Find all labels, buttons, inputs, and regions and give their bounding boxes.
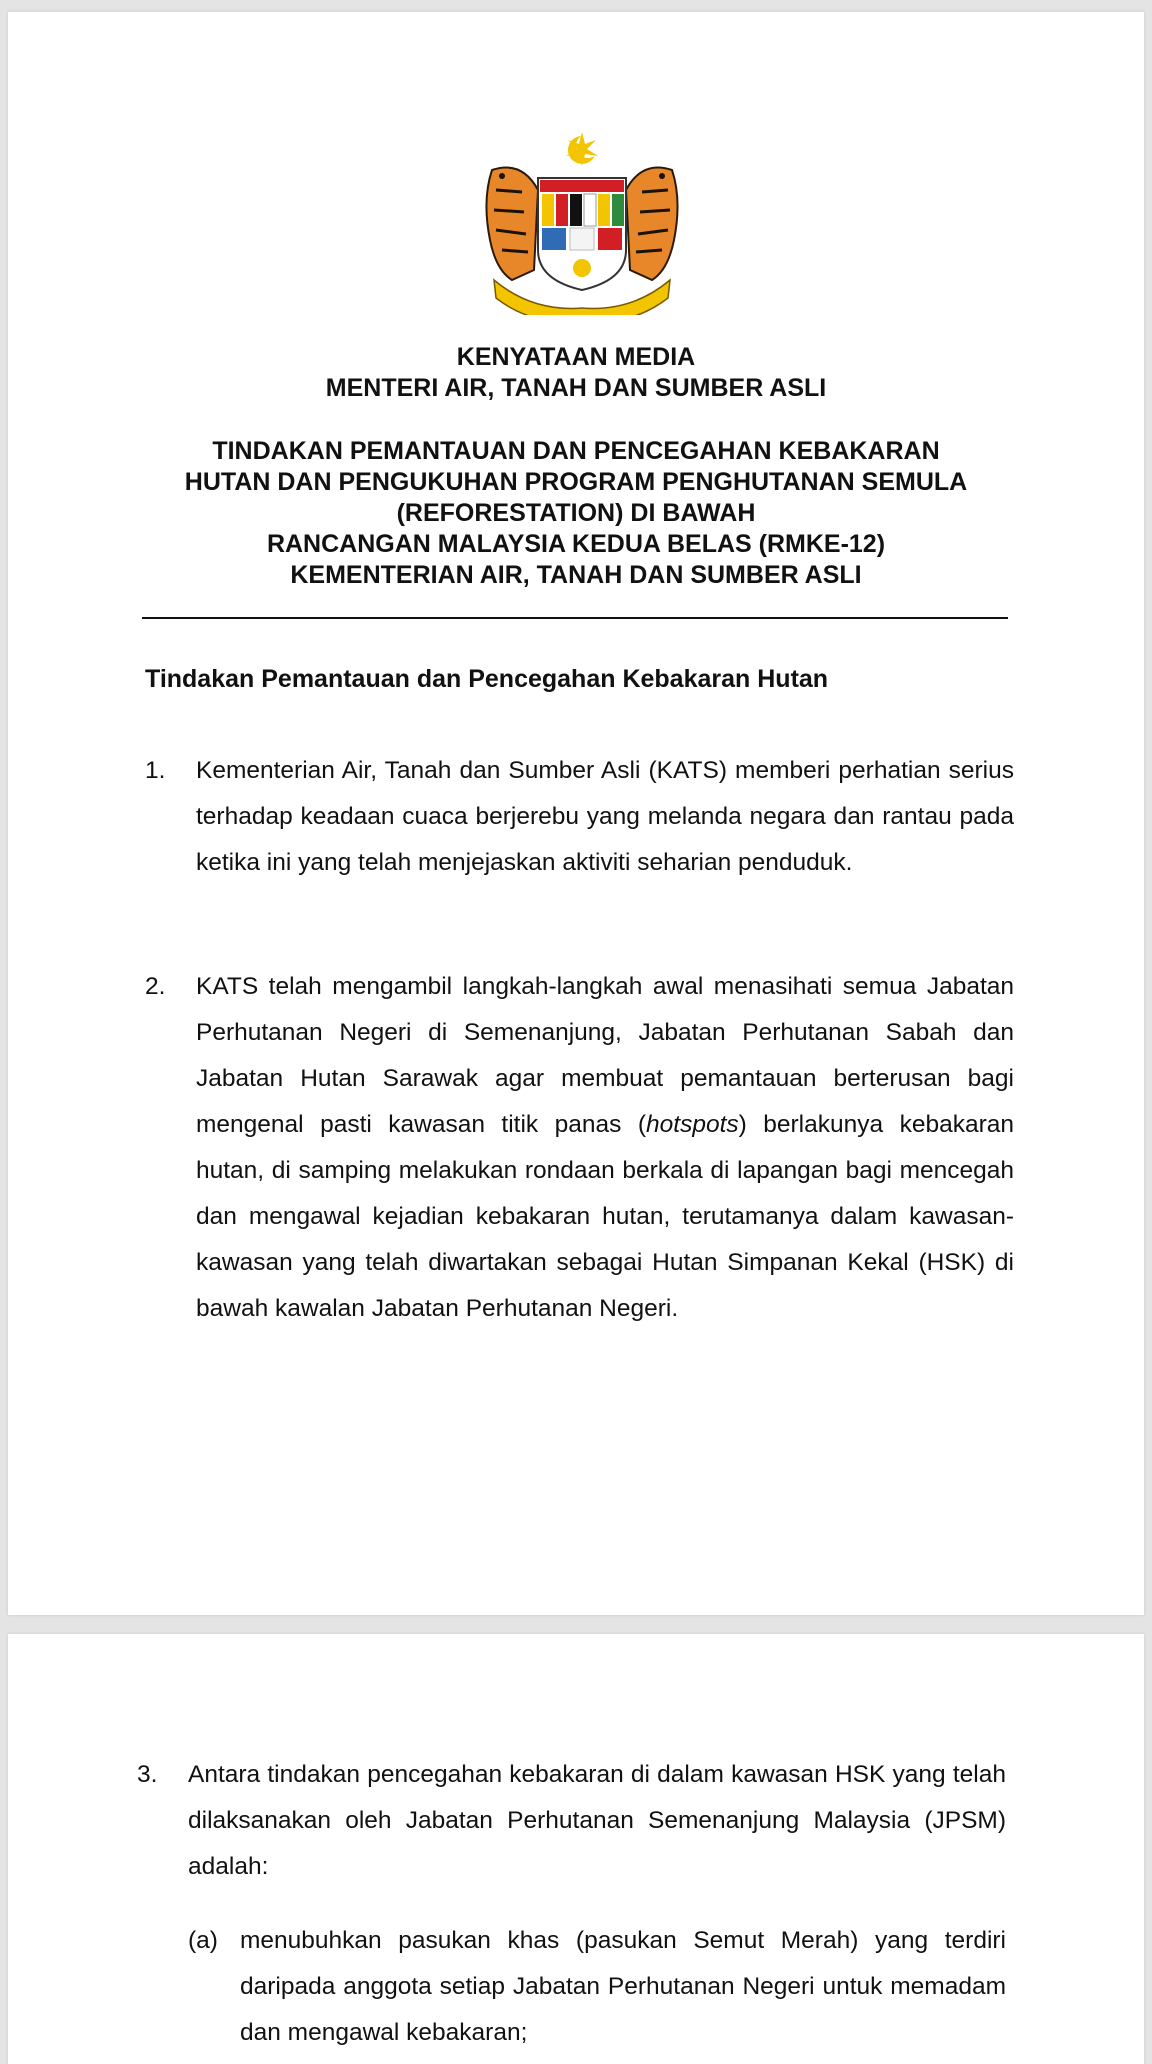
subitem-text: menubuhkan pasukan khas (pasukan Semut Merah) yang terdiri daripada anggota setiap Jabatan Perhutanan Negeri untuk memadam dan mengawal kebakaran; (240, 1927, 1006, 2046)
italic-term: hotspots (646, 1111, 739, 1138)
paragraph-number: 3. (137, 1761, 158, 1788)
statement-type: KENYATAAN MEDIA (456, 343, 696, 371)
header-divider (142, 617, 1008, 619)
paragraph-text: Kementerian Air, Tanah dan Sumber Asli (KATS) memberi perhatian serius terhadap keadaan cuaca berjerebu yang melanda negara dan rantau pada ketika ini yang telah menjejaskan aktiviti seharian penduduk. (196, 757, 1014, 876)
title-line: RANCANGAN MALAYSIA KEDUA BELAS (RMKE-12) (266, 530, 886, 558)
title-line: KEMENTERIAN AIR, TANAH DAN SUMBER ASLI (290, 561, 862, 589)
paragraph-text-part: KATS telah mengambil langkah-langkah awal menasihati semua Jabatan Perhutanan Negeri di Semenanjung, Jabatan Perhutanan Sabah dan Jabatan Hutan Sarawak agar membuat pemantauan berterusan bagi mengenal pasti kawasan titik panas ( (196, 973, 1014, 1138)
subitem-label: (a) (188, 1927, 218, 1954)
paragraph-text: Antara tindakan pencegahan kebakaran di dalam kawasan HSK yang telah dilaksanakan oleh Jabatan Perhutanan Semenanjung Malaysia (JPSM) adalah: (188, 1761, 1006, 1880)
title-line: HUTAN DAN PENGUKUHAN PROGRAM PENGHUTANAN SEMULA (184, 468, 968, 496)
statement-heading (8, 342, 1144, 404)
section-title: Tindakan Pemantauan dan Pencegahan Kebakaran Hutan (145, 665, 829, 693)
tiger-left-icon (486, 168, 538, 281)
paragraph-text-part: ) berlakunya kebakaran hutan, di samping melakukan rondaan berkala di lapangan bagi mencegah dan mengawal kejadian kebakaran hutan, terutamanya dalam kawasan-kawasan yang telah diwartakan sebagai Hutan Simpanan Kekal (HSK) di bawah kawalan Jabatan Perhutanan Negeri. (196, 1111, 1015, 1322)
paragraph-number: 2. (145, 973, 166, 1000)
title-line: (REFORESTATION) DI BAWAH (396, 499, 756, 527)
statement-title (8, 436, 1144, 591)
title-line: TINDAKAN PEMANTAUAN DAN PENCEGAHAN KEBAKARAN (212, 437, 940, 465)
malaysia-coat-of-arms-icon (472, 130, 692, 315)
minister-title: MENTERI AIR, TANAH DAN SUMBER ASLI (325, 374, 827, 402)
tiger-right-icon (626, 168, 678, 281)
paragraph-text (196, 964, 1014, 1332)
document-page-1 (8, 12, 1144, 1615)
paragraph-number: 1. (145, 757, 166, 784)
